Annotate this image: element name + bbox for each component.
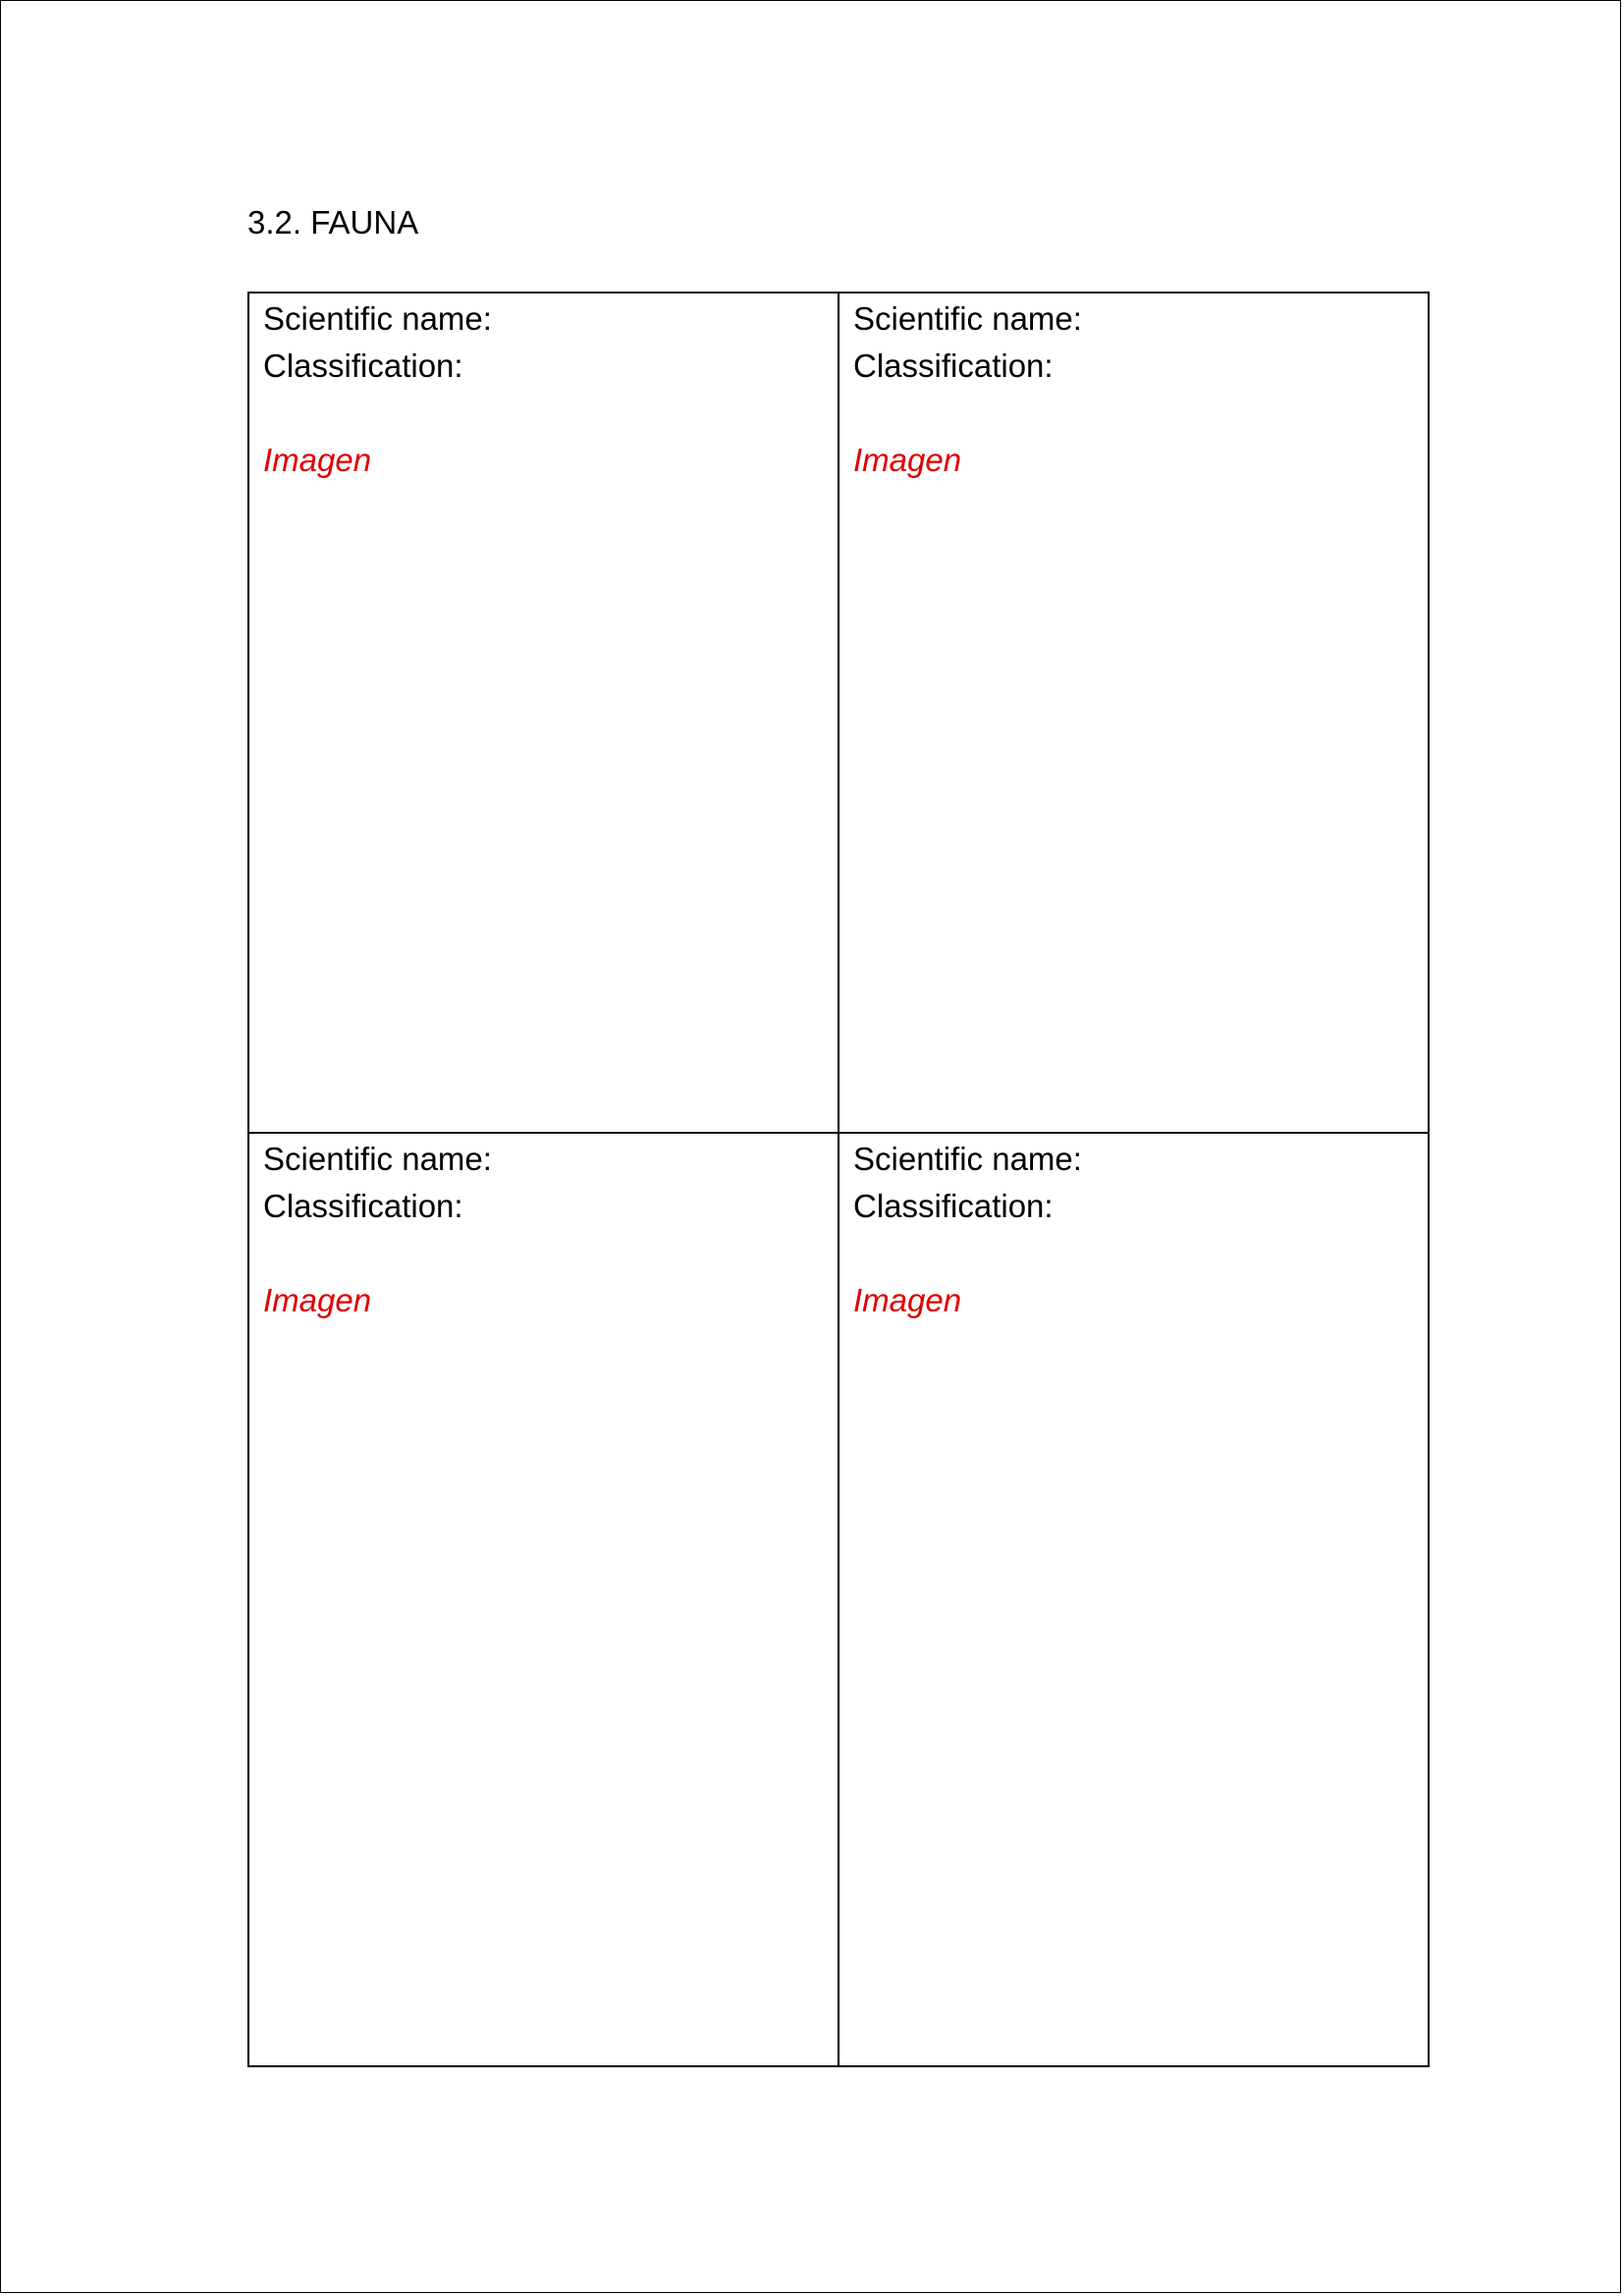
classification-label: Classification:	[263, 1188, 463, 1224]
classification-label: Classification:	[853, 1188, 1054, 1224]
image-placeholder: Imagen	[263, 1282, 372, 1318]
section-heading: 3.2. FAUNA	[247, 204, 419, 240]
image-placeholder: Imagen	[263, 442, 372, 478]
scientific-name-label: Scientific name:	[853, 1141, 1082, 1177]
fauna-cell-bottom-right	[839, 1134, 1428, 2065]
scientific-name-label: Scientific name:	[263, 1141, 492, 1177]
fauna-cell-top-left	[249, 294, 839, 1134]
fauna-cell-top-right	[839, 294, 1428, 1134]
scientific-name-label: Scientific name:	[853, 300, 1082, 337]
fauna-table	[247, 292, 1430, 2067]
image-placeholder: Imagen	[853, 442, 962, 478]
blank-line	[853, 390, 1414, 437]
classification-label: Classification:	[263, 347, 463, 384]
classification-label: Classification:	[853, 347, 1054, 384]
scientific-name-label: Scientific name:	[263, 300, 492, 337]
image-placeholder: Imagen	[853, 1282, 962, 1318]
fauna-cell-bottom-left	[249, 1134, 839, 2065]
blank-line	[263, 1230, 824, 1277]
blank-line	[263, 390, 824, 437]
blank-line	[853, 1230, 1414, 1277]
